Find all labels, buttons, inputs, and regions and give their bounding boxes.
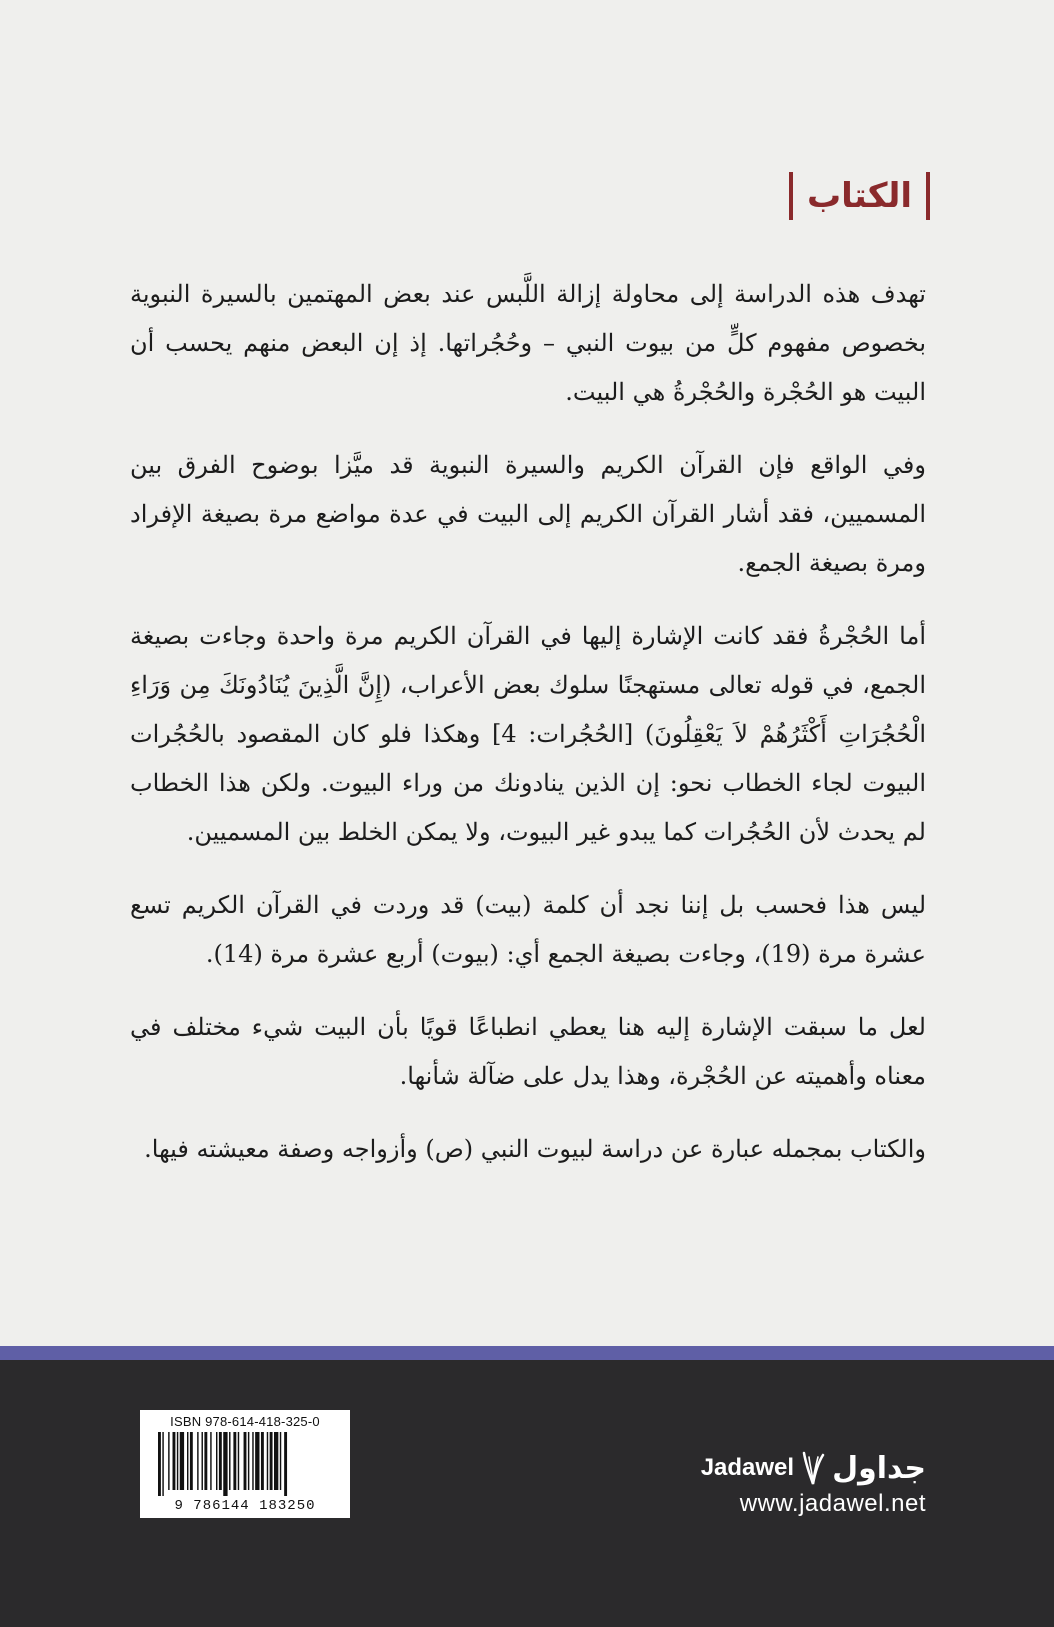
barcode-bar — [219, 1432, 222, 1490]
paragraph: وفي الواقع فإن القرآن الكريم والسيرة النبوية قد ميَّزا بوضوح الفرق بين المسميين، فقد أشار القرآن الكريم إلى البيت في عدة مواضع مرة بصيغة الإفراد ومرة بصيغة الجمع. — [130, 451, 926, 577]
barcode-bar — [223, 1432, 227, 1496]
heading-divider — [789, 172, 793, 220]
barcode-bar — [244, 1432, 247, 1490]
barcode-bar — [168, 1432, 169, 1490]
accent-stripe — [0, 1346, 1054, 1360]
barcode-bar — [274, 1432, 278, 1490]
barcode-bar — [255, 1432, 259, 1490]
barcode-bar — [233, 1432, 236, 1490]
paragraph: أما الحُجْرةُ فقد كانت الإشارة إليها في القرآن الكريم مرة واحدة وجاءت بصيغة الجمع، في قوله تعالى مستهجنًا سلوك بعض الأعراب، (إِنَّ الَّذِينَ يُنَادُونَكَ مِن وَرَاءِ الْحُجُرَاتِ أَكْثَرُهُمْ لاَ يَعْقِلُونَ) [الحُجُرات: 4] وهكذا فلو كان المقصود بالحُجُرات البيوت لجاء الخطاب نحو: إن الذين ينادونك من وراء البيوت. ولكن هذا الخطاب لم يحدث لأن الحُجُرات كما يبدو غير البيوت، ولا يمكن الخلط بين المسميين. — [130, 622, 927, 846]
barcode-bar — [238, 1432, 239, 1490]
barcode-bar — [202, 1432, 203, 1490]
publisher-name — [666, 1448, 926, 1488]
barcode-bar — [190, 1432, 193, 1490]
barcode-bar — [180, 1432, 184, 1490]
leaf-icon — [800, 1451, 826, 1485]
barcode-bar — [216, 1432, 217, 1490]
barcode-bar — [229, 1432, 230, 1490]
publisher-logo — [666, 1448, 926, 1518]
barcode-bar — [197, 1432, 198, 1490]
publisher-url: www.jadawel.net — [739, 1490, 926, 1517]
paragraph: ليس هذا فحسب بل إننا نجد أن كلمة (بيت) قد وردت في القرآن الكريم تسع عشرة مرة (19)، وجاءت بصيغة الجمع أي: (بيوت) أربع عشرة مرة (14). — [130, 891, 926, 968]
paragraph: تهدف هذه الدراسة إلى محاولة إزالة اللَّبس عند بعض المهتمين بالسيرة النبوية بخصوص مفهوم كلٍّ من بيوت النبي – وحُجُراتها. إذ إن البعض منهم يحسب أن البيت هو الحُجْرة والحُجْرةُ هي البيت. — [130, 280, 927, 406]
heading-divider — [926, 172, 930, 220]
isbn-barcode — [140, 1410, 350, 1518]
barcode-bar — [187, 1432, 188, 1490]
barcode-bar — [158, 1432, 161, 1496]
barcode-digits: 9 786144 183250 — [174, 1498, 316, 1514]
barcode-bar — [267, 1432, 268, 1490]
publisher-name-latin: Jadawel — [700, 1454, 795, 1481]
barcode-bar — [284, 1432, 287, 1496]
barcode-bar — [270, 1432, 273, 1490]
barcode-bar — [280, 1432, 281, 1490]
barcode-bar — [210, 1432, 211, 1490]
barcode-bar — [261, 1432, 264, 1490]
section-heading — [789, 172, 930, 220]
barcode-bar — [248, 1432, 249, 1490]
barcode-bar — [252, 1432, 253, 1490]
paragraph: والكتاب بمجمله عبارة عن دراسة لبيوت النبي (ص) وأزواجه وصفة معيشته فيها. — [144, 1135, 926, 1163]
blurb-text — [130, 270, 926, 1198]
barcode-bar — [177, 1432, 178, 1490]
isbn-label: ISBN 978-614-418-325-0 — [170, 1414, 320, 1429]
barcode-bar — [173, 1432, 176, 1490]
paragraph: لعل ما سبقت الإشارة إليه هنا يعطي انطباعًا قويًا بأن البيت شيء مختلف في معناه وأهميته عن الحُجْرة، وهذا يدل على ضآلة شأنها. — [130, 1013, 926, 1090]
barcode-bars — [158, 1432, 332, 1496]
publisher-name-arabic: جداول — [832, 1450, 926, 1486]
barcode-bar — [204, 1432, 207, 1490]
heading-title: الكتاب — [806, 176, 912, 216]
barcode-bar — [162, 1432, 163, 1496]
